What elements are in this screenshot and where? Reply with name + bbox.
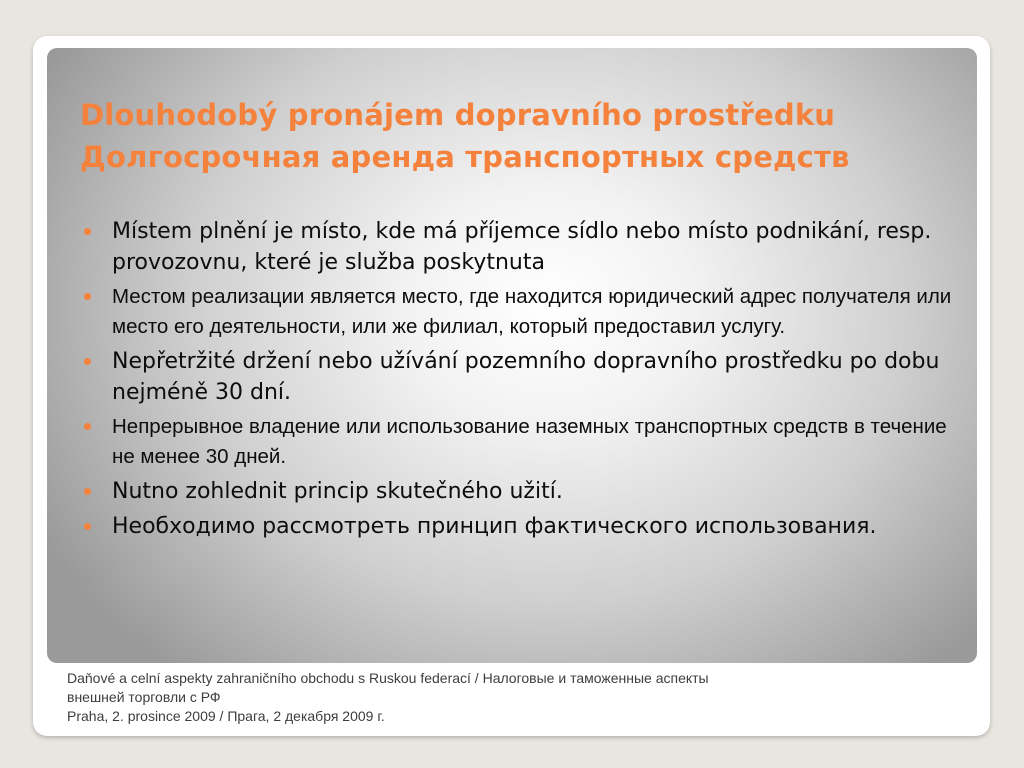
bullet-text: Непрерывное владение или использование наземных транспортных средств в течение не менее 30 дней. [112,415,947,468]
slide-title [80,94,850,178]
bullet-item [80,511,970,542]
footer-line: Daňové a celní aspekty zahraničního obchodu s Ruskou federací / Налоговые и таможенные аспекты [67,670,709,686]
footer-date-line: Praha, 2. prosince 2009 / Прага, 2 декабря 2009 г. [67,708,385,724]
bullet-text: Местом реализации является место, где находится юридический адрес получателя или место его деятельности, или же филиал, который предоставил услугу. [112,285,952,338]
title-line-russian: Долгосрочная аренда транспортных средств [80,140,850,174]
bullet-text: Místem plnění je místo, kde má příjemce sídlo nebo místo podnikání, resp. provozovnu, které je služba poskytnuta [112,219,932,275]
bullet-dot-icon [84,423,91,430]
title-line-czech: Dlouhodobý pronájem dopravního prostředku [80,98,836,132]
bullet-dot-icon [84,523,91,530]
bullet-text: Nutno zohlednit princip skutečného užití. [112,479,563,504]
slide-content-panel [47,48,977,663]
bullet-text: Nepřetržité držení nebo užívání pozemního dopravního prostředku po dobu nejméně 30 dní. [112,349,940,405]
bullet-item [80,346,970,408]
bullet-item [80,412,970,472]
bullet-text: Необходимо рассмотреть принцип фактического использования. [112,514,877,539]
bullet-item [80,476,970,507]
bullet-item [80,282,970,342]
bullet-dot-icon [84,228,91,235]
bullet-dot-icon [84,488,91,495]
bullet-dot-icon [84,293,91,300]
bullet-item [80,216,970,278]
footer-line: внешней торговли с РФ [67,689,221,705]
slide-footer [67,669,947,726]
bullet-list [80,216,970,546]
bullet-dot-icon [84,358,91,365]
